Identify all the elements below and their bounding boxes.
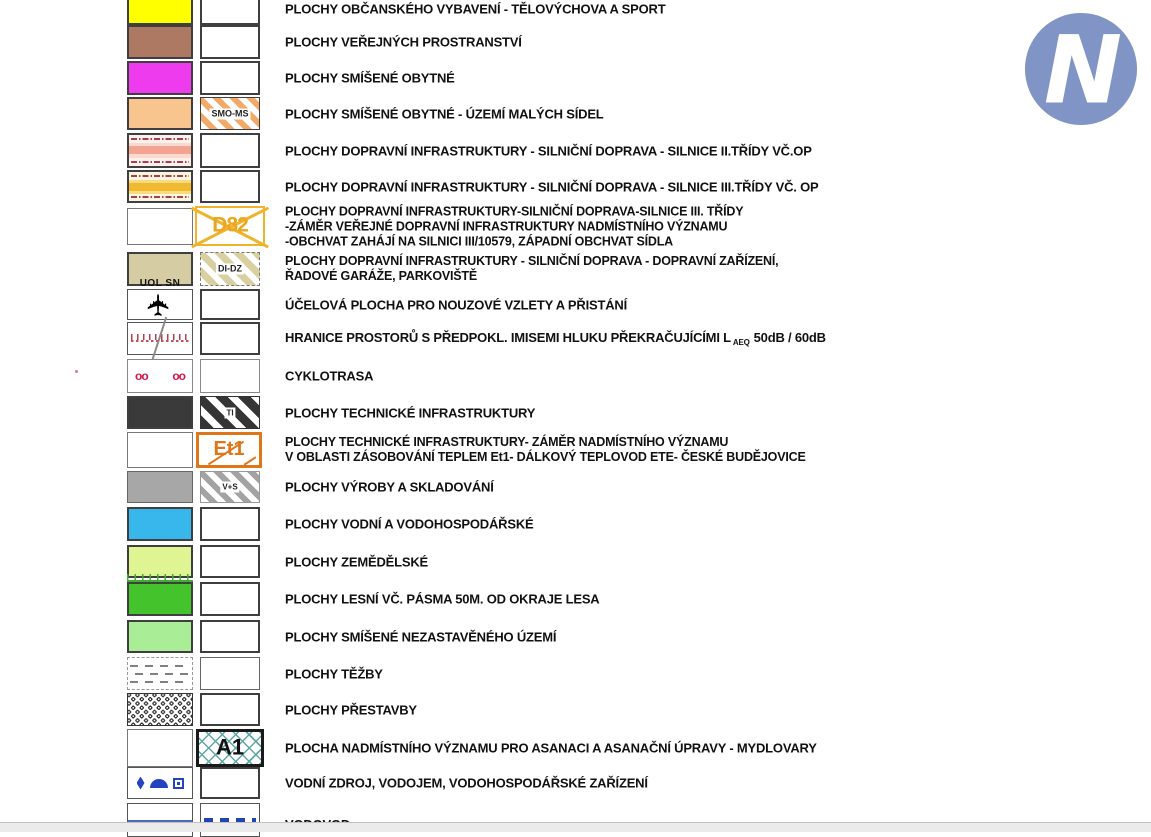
legend-label: PLOCHA NADMÍSTNÍHO VÝZNAMU PRO ASANACI A ASANAČNÍ ÚPRAVY - MYDLOVARY — [285, 740, 817, 756]
swatch-smo-ms-hatch — [200, 97, 260, 130]
uol-sn-label: UOL SN — [139, 278, 181, 289]
swatch-code: Et1 — [213, 438, 245, 461]
legend-row — [0, 359, 1151, 393]
swatch-empty — [200, 289, 260, 320]
water-source-icon — [137, 777, 145, 790]
road-band — [129, 146, 191, 154]
swatch-empty — [200, 61, 260, 95]
swatch-di-dz-hatch — [200, 252, 260, 286]
swatch-empty — [200, 657, 260, 690]
swatch-empty — [200, 359, 260, 393]
swatch-vodni-zdroj — [127, 767, 193, 799]
legend-label: PLOCHY SMÍŠENÉ NEZASTAVĚNÉHO ÚZEMÍ — [285, 629, 557, 644]
legend-row — [0, 204, 1151, 248]
cyklo-marker-icon: oo — [172, 369, 185, 383]
swatch-verejna-prostranstvi — [127, 25, 193, 59]
swatch-d82-zamer — [195, 206, 265, 246]
legend-row — [0, 278, 1151, 320]
legend-row — [0, 693, 1151, 726]
swatch-ti-color — [127, 396, 193, 429]
legend-label: PLOCHY PŘESTAVBY — [285, 702, 417, 717]
legend-row — [0, 471, 1151, 503]
legend-label: PLOCHY DOPRAVNÍ INFRASTRUKTURY-SILNIČNÍ DOPRAVA-SILNICE III. TŘÍDY -ZÁMĚR VEŘEJNÉ DOPRAVNÍ INFRASTRUKTURY NADMÍSTNÍHO VÝZNAMU -OBCHVAT ZAHÁJÍ NA SILNICI III/10579, ZÁPADNÍ OBCHVAT SÍDLA — [285, 204, 744, 248]
swatch-cyklotrasa — [127, 359, 193, 393]
swatch-code: V+S — [222, 482, 238, 492]
legend-row — [0, 657, 1151, 690]
swatch-et1-zamer — [196, 432, 262, 468]
swatch-empty — [200, 170, 260, 203]
water-main-dashed-line — [204, 818, 256, 822]
legend-row — [0, 620, 1151, 653]
stray-red-dot — [75, 370, 78, 373]
swatch-code: SMO-MS — [211, 108, 249, 118]
swatch-empty — [127, 432, 193, 468]
legend-label: PLOCHY SMÍŠENÉ OBYTNÉ — [285, 70, 455, 86]
legend-label: PLOCHY TĚŽBY — [285, 666, 383, 681]
legend-row — [0, 61, 1151, 95]
swatch-empty — [200, 25, 260, 59]
swatch-empty — [200, 133, 260, 168]
water-facility-icon — [173, 778, 184, 789]
road-dashdot — [131, 161, 189, 163]
legend-label: PLOCHY TECHNICKÉ INFRASTRUKTURY — [285, 405, 536, 420]
legend-label: PLOCHY DOPRAVNÍ INFRASTRUKTURY - SILNIČNÍ DOPRAVA - SILNICE II.TŘÍDY VČ.OP — [285, 143, 812, 158]
legend-row — [0, 322, 1151, 355]
legend-label: PLOCHY VEŘEJNÝCH PROSTRANSTVÍ — [285, 34, 522, 50]
legend-row — [0, 25, 1151, 59]
swatch-ti-hatch — [200, 396, 260, 429]
swatch-obcanske-vybaveni — [127, 0, 193, 25]
legend-row — [0, 0, 1151, 25]
swatch-empty — [200, 545, 260, 578]
legend-row — [0, 133, 1151, 168]
slash-line — [244, 456, 257, 465]
swatch-empty — [200, 693, 260, 726]
legend-row — [0, 97, 1151, 130]
legend-label: CYKLOTRASA — [285, 368, 374, 384]
swatch-code: DI-DZ — [218, 263, 242, 274]
road-dashdot — [131, 138, 189, 140]
swatch-a1-asanace — [196, 729, 264, 767]
legend-label: PLOCHY SMÍŠENÉ OBYTNÉ - ÚZEMÍ MALÝCH SÍDEL — [285, 106, 604, 121]
reservoir-icon — [150, 779, 168, 788]
airplane-icon: ✈ — [143, 291, 176, 318]
legend-label: PLOCHY VÝROBY A SKLADOVÁNÍ — [285, 479, 494, 495]
swatch-smisene-obytne — [127, 61, 193, 95]
swatch-nouzova-plocha — [127, 289, 193, 320]
legend-label: PLOCHY TECHNICKÉ INFRASTRUKTURY- ZÁMĚR NADMÍSTNÍHO VÝZNAMU V OBLASTI ZÁSOBOVÁNÍ TEPLEM Et1- DÁLKOVÝ TEPLOVOD ETE- ČESKÉ BUDĚJOVICE — [285, 435, 806, 464]
n-logo — [1022, 10, 1140, 128]
legend-label: VODNÍ ZDROJ, VODOJEM, VODOHOSPODÁŘSKÉ ZAŘÍZENÍ — [285, 775, 648, 791]
road-dashdot — [131, 196, 189, 198]
legend-label: PLOCHY DOPRAVNÍ INFRASTRUKTURY - SILNIČNÍ DOPRAVA - SILNICE III.TŘÍDY VČ. OP — [285, 179, 819, 194]
road-band — [129, 183, 191, 191]
dash-row — [130, 673, 190, 675]
swatch-tezby — [127, 657, 193, 690]
swatch-empty — [200, 322, 260, 355]
swatch-hranice-hluku — [127, 322, 193, 355]
swatch-code: D82 — [212, 213, 248, 237]
legend-label: PLOCHY ZEMĚDĚLSKÉ — [285, 554, 428, 569]
swatch-smo-ms-color — [127, 97, 193, 130]
legend-label: PLOCHY VODNÍ A VODOHOSPODÁŘSKÉ — [285, 516, 534, 532]
swatch-empty — [200, 620, 260, 653]
n-logo-graphic — [1022, 10, 1140, 128]
legend-label: HRANICE PROSTORŮ S PŘEDPOKL. IMISEMI HLUKU PŘEKRAČUJÍCÍMI L $_{AEQ}$ 50dB / 60dB — [285, 329, 826, 348]
swatch-code: A1 — [215, 734, 245, 760]
swatch-lesni — [127, 582, 193, 616]
legend-label: PLOCHY LESNÍ VČ. PÁSMA 50M. OD OKRAJE LESA — [285, 591, 600, 607]
swatch-silnice-3 — [127, 170, 193, 203]
swatch-empty — [200, 0, 260, 25]
dash-row — [130, 665, 190, 667]
swatch-empty — [200, 582, 260, 616]
legend-label: PLOCHY DOPRAVNÍ INFRASTRUKTURY - SILNIČNÍ DOPRAVA - DOPRAVNÍ ZAŘÍZENÍ, ŘADOVÉ GARÁŽE, PARKOVIŠTĚ — [285, 254, 779, 283]
legend-row — [0, 396, 1151, 429]
legend-row — [0, 767, 1151, 799]
swatch-prestavby — [127, 693, 193, 726]
dash-row — [130, 681, 190, 683]
swatch-code: TI — [226, 408, 234, 417]
swatch-vodni — [127, 507, 193, 541]
swatch-empty — [127, 729, 193, 767]
legend-row — [0, 729, 1151, 767]
legend-label: PLOCHY OBČANSKÉHO VYBAVENÍ - TĚLOVÝCHOVA A SPORT — [285, 1, 666, 16]
swatch-vyroba-color — [127, 471, 193, 503]
legend-row — [0, 507, 1151, 541]
tick-baseline — [131, 340, 189, 342]
swatch-empty — [127, 208, 193, 245]
legend-row — [0, 582, 1151, 616]
swatch-silnice-2 — [127, 133, 193, 168]
svg-text:N: N — [1043, 16, 1123, 126]
legend-row — [0, 170, 1151, 203]
legend-label: ÚČELOVÁ PLOCHA PRO NOUZOVÉ VZLETY A PŘISTÁNÍ — [285, 297, 627, 312]
road-dashdot — [131, 175, 189, 177]
legend-row — [0, 432, 1151, 468]
swatch-smisene-nezastavene — [127, 620, 193, 653]
swatch-empty — [200, 507, 260, 541]
cyklo-marker-icon: oo — [135, 369, 148, 383]
swatch-vyroba-hatch — [200, 471, 260, 503]
forest-edge-comb — [127, 574, 193, 582]
swatch-empty — [200, 767, 260, 799]
